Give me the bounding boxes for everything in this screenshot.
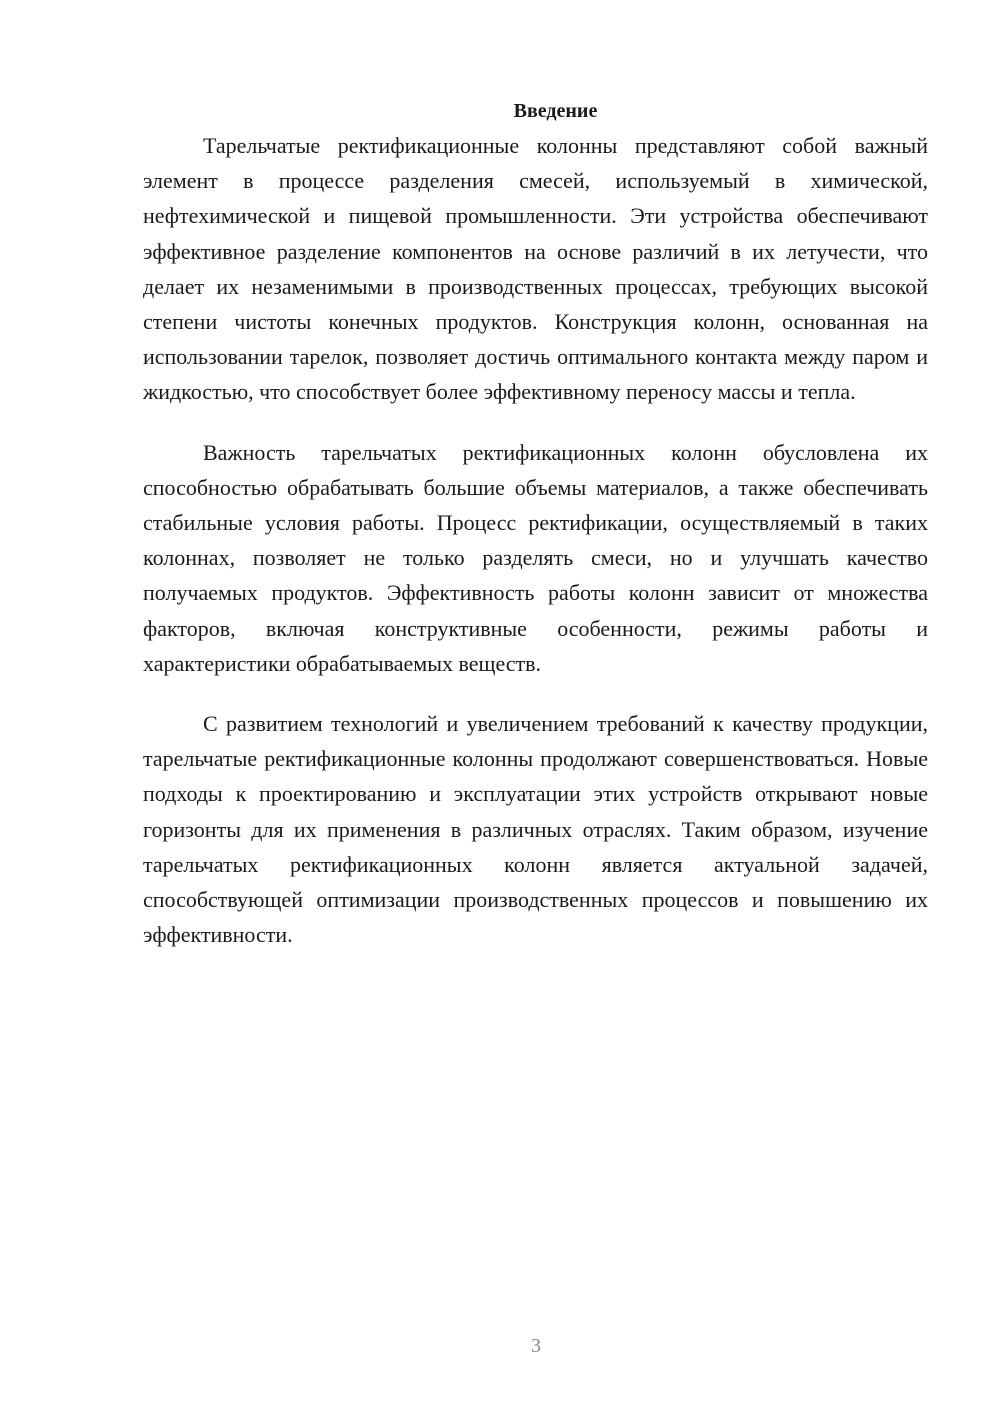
paragraph-1: Тарельчатые ректификационные колонны представляют собой важный элемент в процессе разделения смесей, используемый в химической, нефтехимической и пищевой промышленности. Эти устройства обеспечивают эффективное разделение компонентов на основе различий в их летучести, что делает их незаменимыми в производственных процессах, требующих высокой степени чистоты конечных продуктов. Конструкция колонн, основанная на использовании тарелок, позволяет достичь оптимального контакта между паром и жидкостью, что способствует более эффективному переносу массы и тепла.	[143, 133, 928, 405]
page-content	[143, 96, 928, 952]
page-number: 3	[531, 1335, 541, 1357]
page-title: Введение	[513, 100, 598, 122]
paragraph-2: Важность тарельчатых ректификационных колонн обусловлена их способностью обрабатывать большие объемы материалов, а также обеспечивать стабильные условия работы. Процесс ректификации, осуществляемый в таких колоннах, позволяет не только разделять смеси, но и улучшать качество получаемых продуктов. Эффективность работы колонн зависит от множества факторов, включая конструктивные особенности, режимы работы и характеристики обрабатываемых веществ.	[143, 439, 928, 676]
paragraph-3: С развитием технологий и увеличением требований к качеству продукции, тарельчатые ректификационные колонны продолжают совершенствоваться. Новые подходы к проектированию и эксплуатации этих устройств открывают новые горизонты для их применения в различных отраслях. Таким образом, изучение тарельчатых ректификационных колонн является актуальной задачей, способствующей оптимизации производственных процессов и повышению их эффективности.	[143, 711, 928, 948]
